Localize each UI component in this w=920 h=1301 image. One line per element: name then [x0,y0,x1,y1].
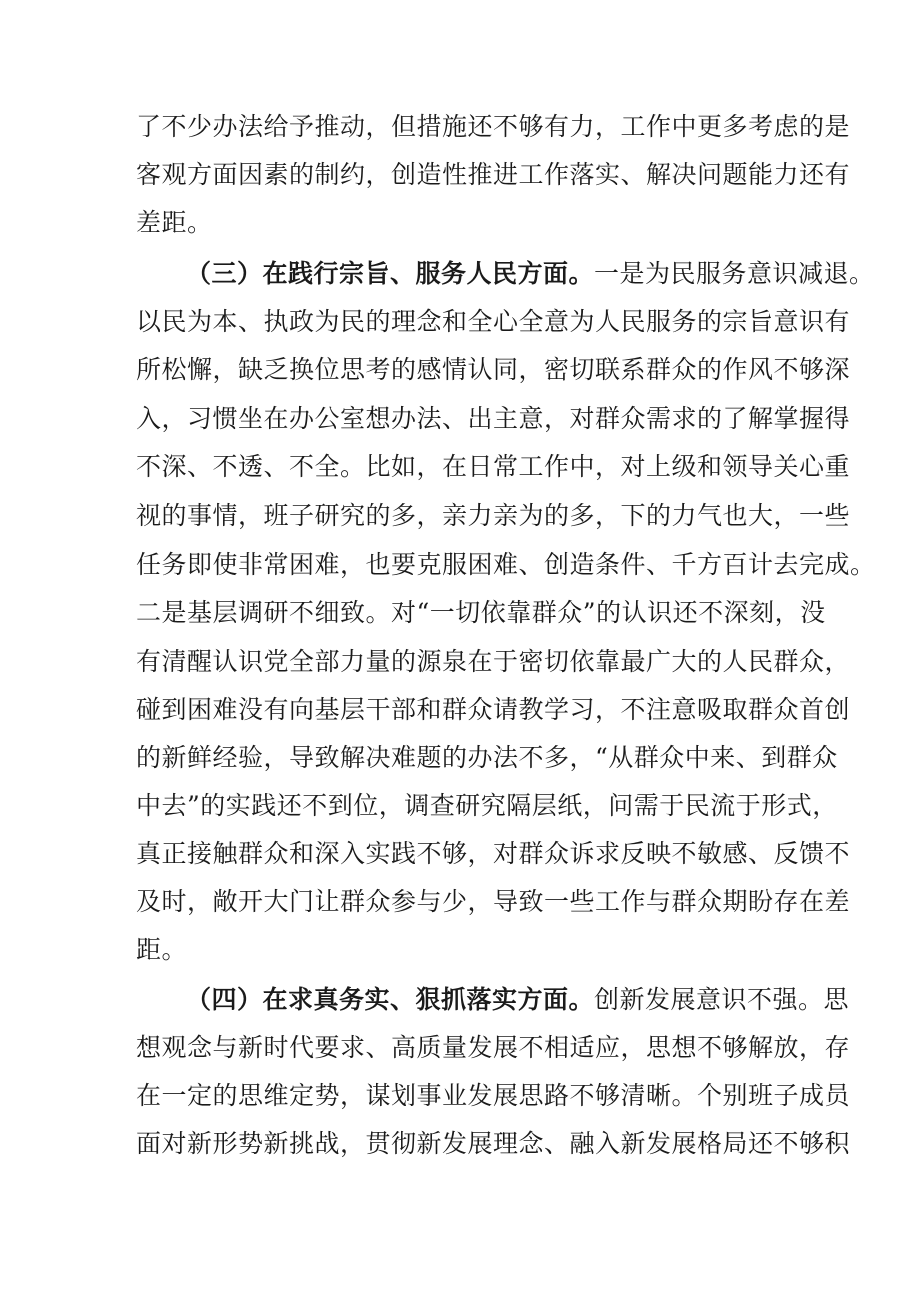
text-line: 中去”的实践还不到位，调查研究隔层纸，问需于民流于形式， [136,791,838,820]
section-heading-3 [186,250,875,298]
text-line: 视的事情，班子研究的多，亲力亲为的多，下的力气也大，一些 [136,501,851,530]
section-heading-4 [186,976,850,1024]
text-line: 二是基层调研不细致。对“一切依靠群众”的认识还不深刻，没 [136,598,826,627]
text-line: 面对新形势新挑战，贯彻新发展理念、融入新发展格局还不够积 [136,1129,851,1158]
text-line: 及时，敞开大门让群众参与少，导致一些工作与群众期盼存在差 [136,887,851,916]
text-line: 想观念与新时代要求、高质量发展不相适应，思想不够解放，存 [136,1033,851,1062]
text-line: 了不少办法给予推动，但措施还不够有力，工作中更多考虑的是 [136,112,851,141]
text-line: 以民为本、执政为民的理念和全心全意为人民服务的宗旨意识有 [136,307,851,336]
text-line: 差距。 [136,208,213,237]
text-line: 的新鲜经验，导致解决难题的办法不多，“从群众中来、到群众 [136,743,838,772]
text-line: 不深、不透、不全。比如，在日常工作中，对上级和领导关心重 [136,452,851,481]
text-line: 距。 [136,935,188,964]
text-line: 客观方面因素的制约，创造性推进工作落实、解决问题能力还有 [136,160,851,189]
text-line: 在一定的思维定势，谋划事业发展思路不够清晰。个别班子成员 [136,1081,851,1110]
section-heading-4-text: 创新发展意识不强。思 [594,985,850,1014]
text-line: 入，习惯坐在办公室想办法、出主意，对群众需求的了解掌握得 [136,404,851,433]
text-line: 真正接触群众和深入实践不够，对群众诉求反映不敏感、反馈不 [136,839,851,868]
text-line: 任务即使非常困难，也要克服困难、创造条件、千方百计去完成。 [136,550,876,579]
text-line: 碰到困难没有向基层干部和群众请教学习，不注意吸取群众首创 [136,695,851,724]
text-line: 有清醒认识党全部力量的源泉在于密切依靠最广大的人民群众， [136,647,851,676]
text-line: 所松懈，缺乏换位思考的感情认同，密切联系群众的作风不够深 [136,355,851,384]
section-heading-3-title: （三）在践行宗旨、服务人民方面。 [186,259,595,288]
section-heading-4-title: （四）在求真务实、狠抓落实方面。 [186,985,595,1014]
section-heading-3-text: 一是为民服务意识减退。 [594,259,875,288]
